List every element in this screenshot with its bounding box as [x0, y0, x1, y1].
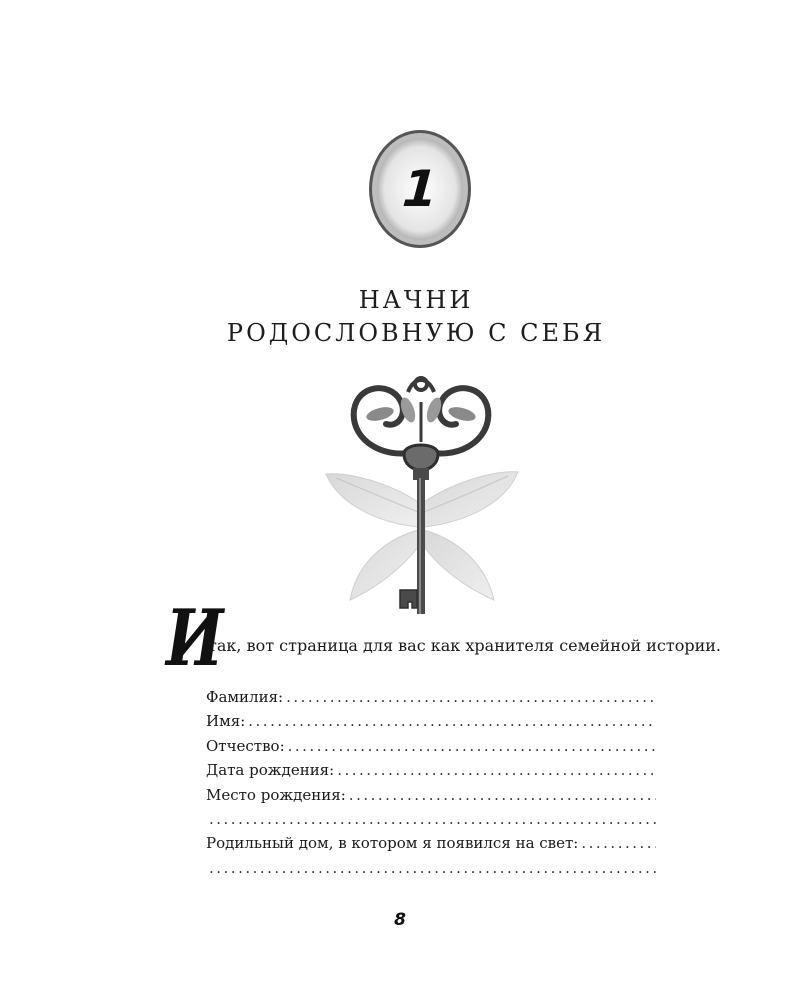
form-line-maternity-hospital-continued[interactable] [206, 856, 656, 880]
dotted-fill-line[interactable] [288, 734, 656, 758]
dotted-fill-line[interactable] [286, 685, 656, 709]
form-line-maternity-hospital[interactable] [206, 831, 656, 855]
chapter-badge [366, 127, 474, 251]
chapter-number: 1 [400, 160, 440, 218]
form-line-birth-date[interactable] [206, 758, 656, 782]
form-line-surname[interactable] [206, 685, 656, 709]
dotted-fill-line[interactable] [209, 856, 656, 880]
dotted-fill-line[interactable] [349, 783, 656, 807]
form-line-name[interactable] [206, 709, 656, 733]
form-label: Имя: [206, 712, 246, 731]
chapter-title [0, 284, 800, 350]
dotted-fill-line[interactable] [209, 807, 656, 831]
form-label: Дата рождения: [206, 761, 335, 780]
page-number: 8 [394, 910, 406, 930]
chapter-title-line-2: РОДОСЛОВНУЮ С СЕБЯ [226, 319, 606, 347]
intro-text: так, вот страница для вас как хранителя семейной истории. [208, 636, 722, 655]
form-label: Отчество: [206, 736, 285, 755]
dotted-fill-line[interactable] [581, 831, 656, 855]
form-line-birth-place-continued[interactable] [206, 807, 656, 831]
personal-info-form [206, 685, 656, 880]
dotted-fill-line[interactable] [337, 758, 656, 782]
form-line-patronymic[interactable] [206, 734, 656, 758]
form-label: Фамилия: [206, 688, 284, 706]
form-label: Родильный дом, в котором я появился на свет: [206, 834, 579, 853]
drop-cap: И [166, 593, 224, 684]
dotted-fill-line[interactable] [248, 709, 656, 733]
chapter-title-line-1: НАЧНИ [358, 286, 474, 314]
winged-key-icon [318, 362, 524, 622]
form-line-birth-place[interactable] [206, 783, 656, 807]
form-label: Место рождения: [206, 785, 346, 804]
